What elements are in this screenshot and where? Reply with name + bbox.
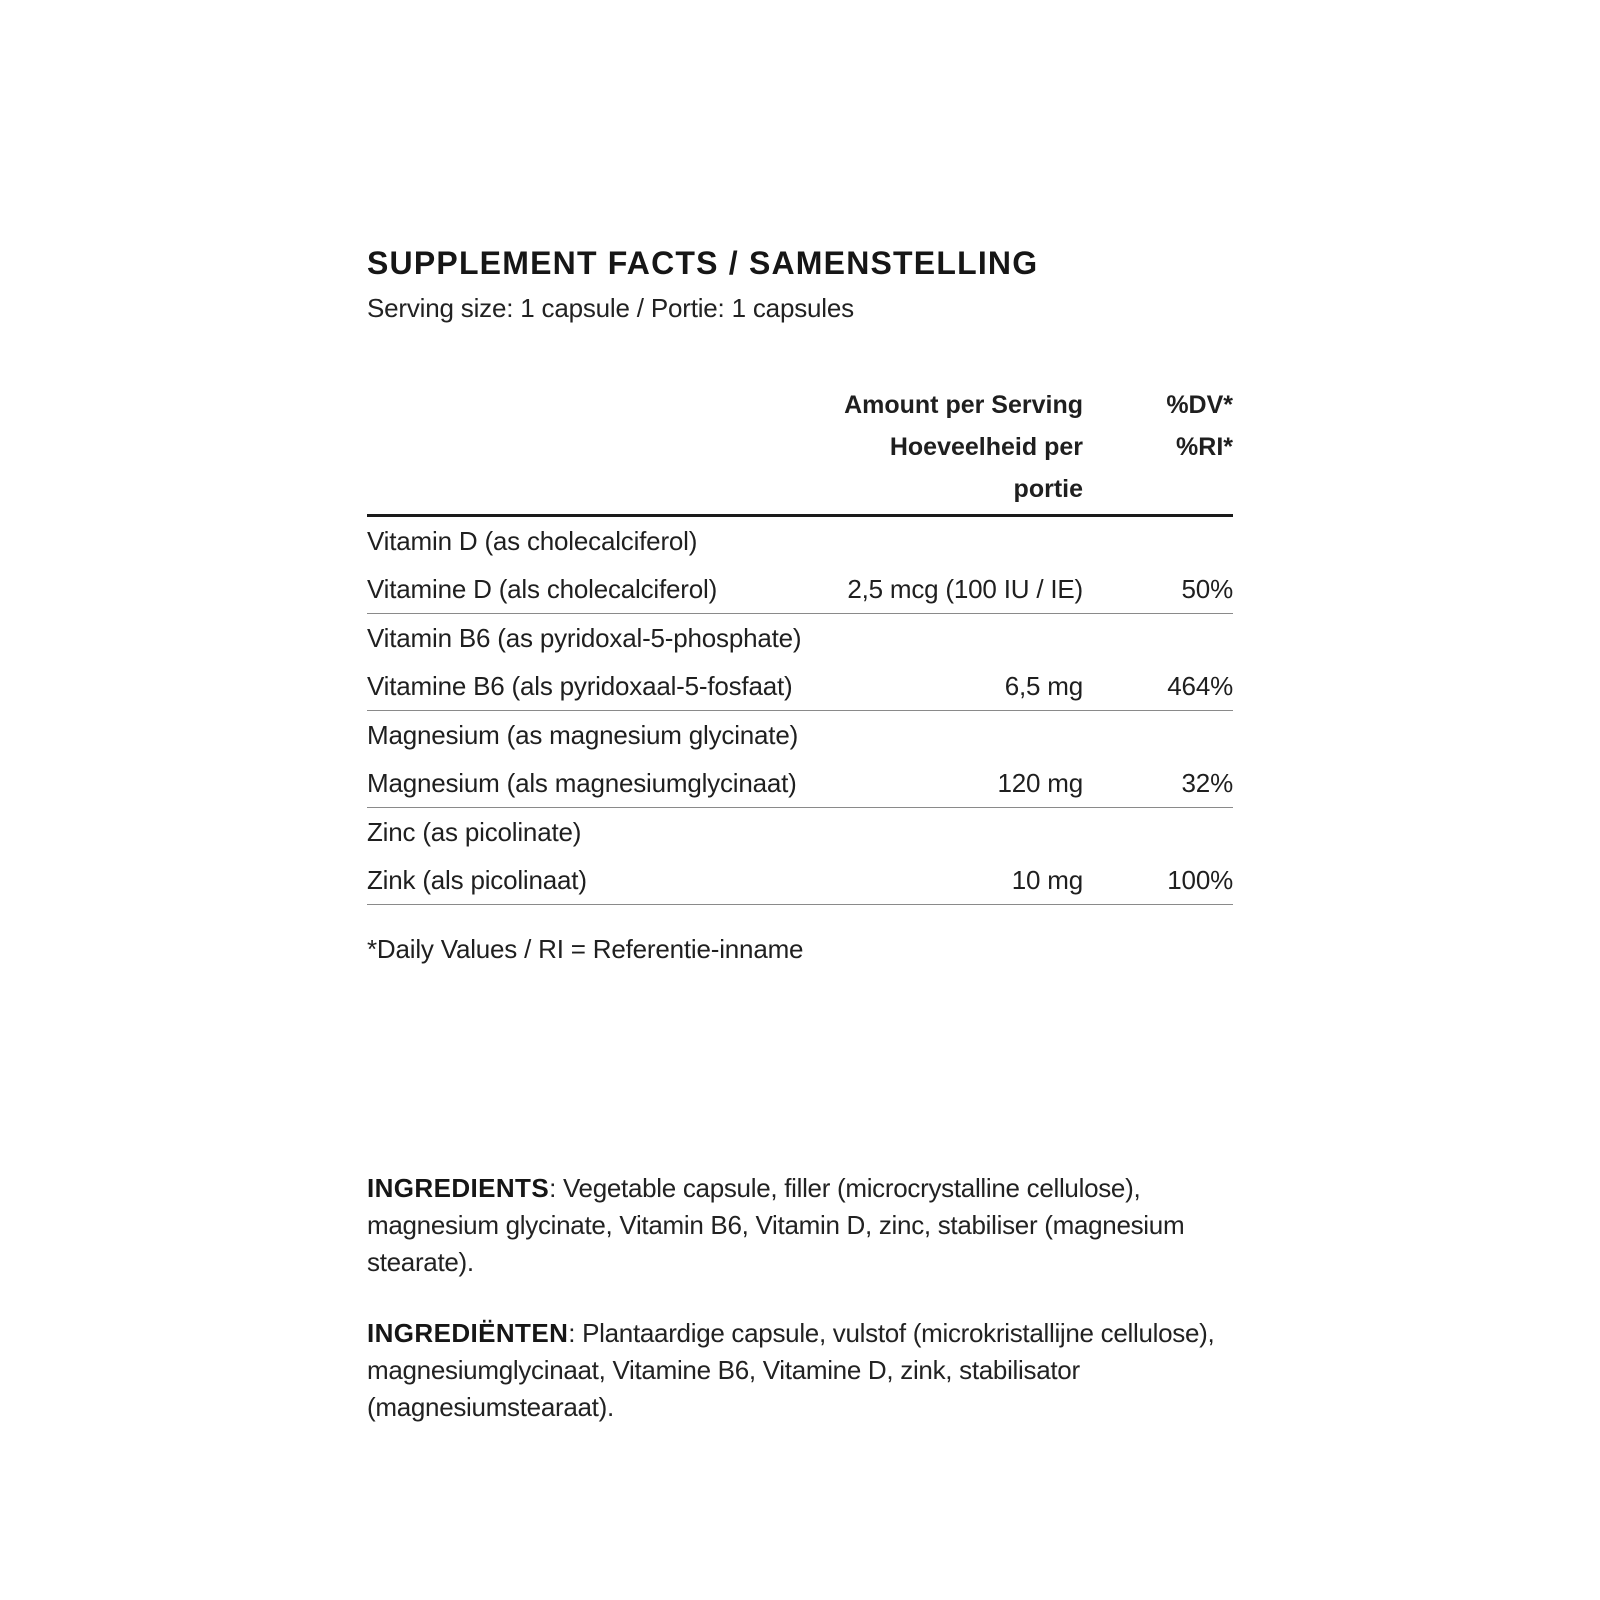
nutrient-dv: 100% bbox=[1167, 864, 1233, 895]
nutrient-row-vitamin-b6 bbox=[367, 614, 1233, 711]
ingredients-nl-label: INGREDIËNTEN bbox=[367, 1318, 569, 1348]
dv-header bbox=[1083, 384, 1233, 510]
facts-title: SUPPLEMENT FACTS / SAMENSTELLING bbox=[367, 245, 1039, 281]
nutrient-amount: 2,5 mcg (100 IU / IE) bbox=[847, 573, 1083, 604]
serving-size: Serving size: 1 capsule / Portie: 1 capsules bbox=[367, 293, 854, 323]
ingredients-section bbox=[367, 1170, 1233, 1460]
nutrient-name-nl: Zink (als picolinaat) bbox=[367, 864, 587, 895]
amount-header-en: Amount per Serving bbox=[844, 391, 1083, 419]
nutrient-name-en: Magnesium (as magnesium glycinate) bbox=[367, 719, 799, 750]
amount-header bbox=[823, 384, 1083, 510]
nutrient-name-en: Vitamin B6 (as pyridoxal-5-phosphate) bbox=[367, 622, 802, 653]
dv-header-en: %DV* bbox=[1166, 391, 1233, 419]
nutrient-name-nl: Magnesium (als magnesiumglycinaat) bbox=[367, 767, 797, 798]
nutrient-dv: 50% bbox=[1181, 573, 1233, 604]
nutrient-amount: 10 mg bbox=[1011, 864, 1083, 895]
dv-header-nl: %RI* bbox=[1176, 433, 1233, 461]
facts-table bbox=[367, 384, 1233, 965]
amount-header-nl: Hoeveelheid per portie bbox=[889, 433, 1083, 503]
nutrient-row-vitamin-d bbox=[367, 517, 1233, 614]
nutrient-dv: 32% bbox=[1181, 767, 1233, 798]
nutrient-name-nl: Vitamine D (als cholecalciferol) bbox=[367, 573, 718, 604]
daily-values-footnote: *Daily Values / RI = Referentie-inname bbox=[367, 934, 804, 964]
facts-table-header bbox=[367, 384, 1233, 517]
supplement-facts-label bbox=[367, 244, 1233, 965]
ingredients-en-label: INGREDIENTS bbox=[367, 1173, 550, 1203]
ingredients-nl bbox=[367, 1315, 1233, 1426]
ingredients-en-text: : Vegetable capsule, filler (microcrystalline cellulose), magnesium glycinate, Vitamin B6, Vitamin D, zinc, stabiliser (magnesium stearate). bbox=[367, 1173, 1185, 1277]
nutrient-name-en: Zinc (as picolinate) bbox=[367, 816, 582, 847]
nutrient-amount: 120 mg bbox=[997, 767, 1083, 798]
nutrient-row-magnesium bbox=[367, 711, 1233, 808]
nutrient-dv: 464% bbox=[1167, 670, 1233, 701]
nutrient-name-en: Vitamin D (as cholecalciferol) bbox=[367, 525, 698, 556]
nutrient-amount: 6,5 mg bbox=[1004, 670, 1083, 701]
ingredients-en bbox=[367, 1170, 1233, 1281]
nutrient-name-nl: Vitamine B6 (als pyridoxaal-5-fosfaat) bbox=[367, 670, 793, 701]
ingredients-nl-text: : Plantaardige capsule, vulstof (microkristallijne cellulose), magnesiumglycinaat, Vitamine B6, Vitamine D, zink, stabilisator (magnesiumstearaat). bbox=[367, 1318, 1215, 1422]
nutrient-row-zinc bbox=[367, 808, 1233, 905]
